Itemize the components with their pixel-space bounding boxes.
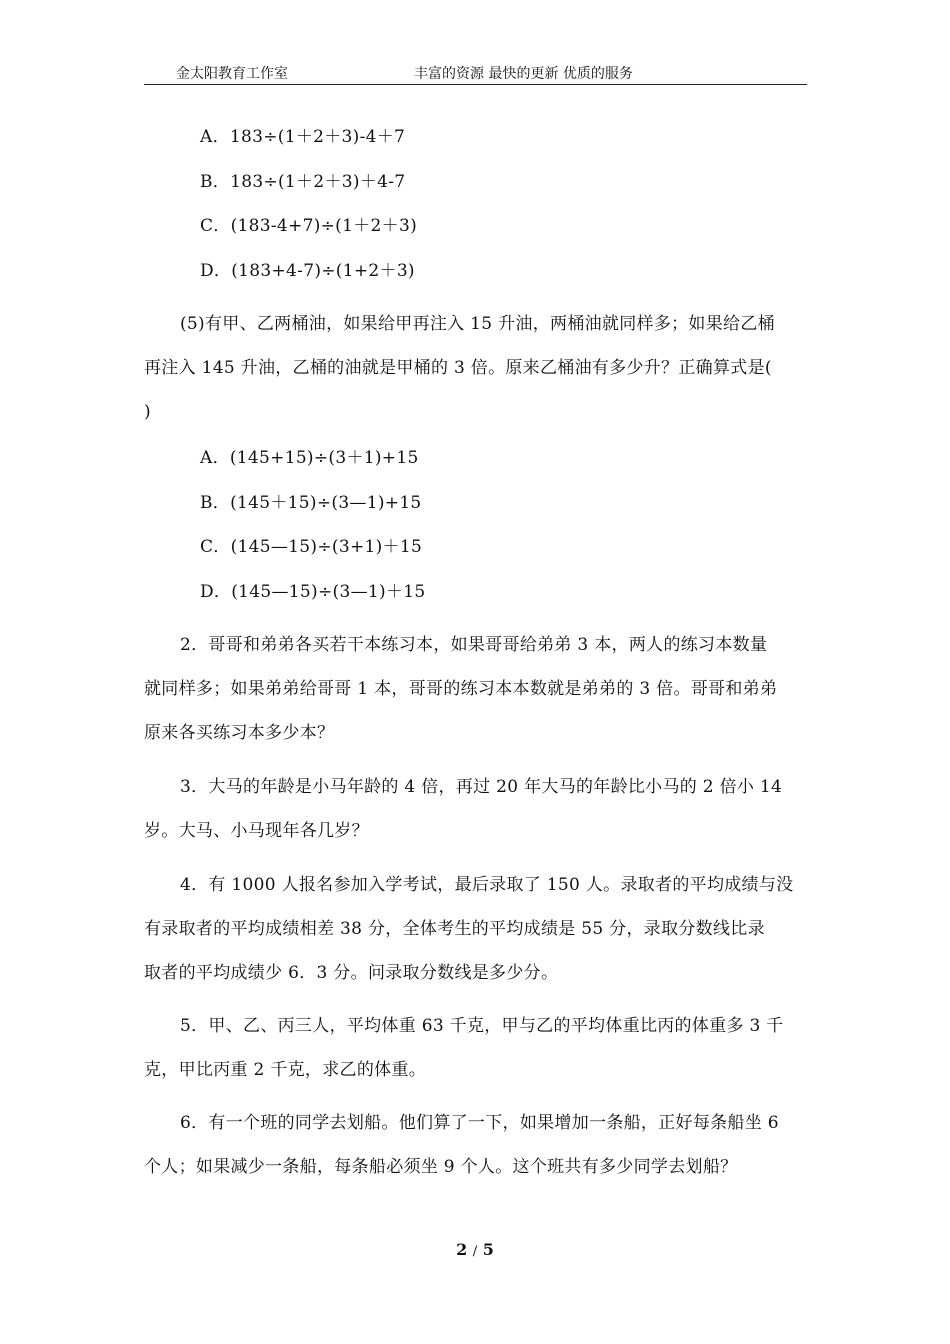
q4-option-b: B．183÷(1＋2＋3)＋4-7 <box>200 172 406 192</box>
q5-option-c: C．(145—15)÷(3+1)＋15 <box>200 537 423 557</box>
problem-6-line-2: 个人；如果减少一条船，每条船必须坐 9 个人。这个班共有多少同学去划船？ <box>144 1157 738 1177</box>
problem-4-line-2: 有录取者的平均成绩相差 38 分，全体考生的平均成绩是 55 分，录取分数线比录 <box>144 919 765 939</box>
q5-text-line-1: (5)有甲、乙两桶油，如果给甲再注入 15 升油，两桶油就同样多；如果给乙桶 <box>180 314 775 334</box>
problem-4-line-1: 4．有 1000 人报名参加入学考试，最后录取了 150 人。录取者的平均成绩与没 <box>180 875 794 895</box>
page-number <box>0 1240 950 1259</box>
q5-option-b: B．(145＋15)÷(3—1)+15 <box>200 493 422 513</box>
problem-2-line-2: 就同样多；如果弟弟给哥哥 1 本，哥哥的练习本本数就是弟弟的 3 倍。哥哥和弟弟 <box>144 679 778 699</box>
current-page: 2 <box>456 1240 468 1259</box>
problem-6-line-1: 6．有一个班的同学去划船。他们算了一下，如果增加一条船，正好每条船坐 6 <box>180 1113 779 1133</box>
q5-text-line-3: ) <box>144 402 151 422</box>
header-left-text: 金太阳教育工作室 <box>176 66 288 82</box>
problem-3-line-1: 3．大马的年龄是小马年龄的 4 倍，再过 20 年大马的年龄比小马的 2 倍小 14 <box>180 777 783 797</box>
page-separator: / <box>472 1244 478 1259</box>
q5-option-a: A．(145+15)÷(3＋1)+15 <box>200 448 419 468</box>
problem-5-line-2: 克，甲比丙重 2 千克，求乙的体重。 <box>144 1060 427 1080</box>
problem-5-line-1: 5．甲、乙、丙三人，平均体重 63 千克，甲与乙的平均体重比丙的体重多 3 千 <box>180 1016 784 1036</box>
page-header <box>144 64 807 85</box>
header-right-text: 丰富的资源 最快的更新 优质的服务 <box>414 66 633 82</box>
problem-2-line-1: 2．哥哥和弟弟各买若干本练习本，如果哥哥给弟弟 3 本，两人的练习本数量 <box>180 635 768 655</box>
q5-option-d: D．(145—15)÷(3—1)＋15 <box>200 582 426 602</box>
q4-option-d: D．(183+4-7)÷(1+2＋3) <box>200 261 415 281</box>
q4-option-a: A．183÷(1＋2＋3)-4＋7 <box>200 127 406 147</box>
total-pages: 5 <box>482 1240 494 1259</box>
q5-text-line-2: 再注入 145 升油，乙桶的油就是甲桶的 3 倍。原来乙桶油有多少升？正确算式是( <box>144 358 772 378</box>
problem-2-line-3: 原来各买练习本多少本？ <box>144 723 335 743</box>
problem-3-line-2: 岁。大马、小马现年各几岁？ <box>144 821 369 841</box>
q4-option-c: C．(183-4+7)÷(1＋2＋3) <box>200 216 417 236</box>
problem-4-line-3: 取者的平均成绩少 6．3 分。问录取分数线是多少分。 <box>144 963 559 983</box>
